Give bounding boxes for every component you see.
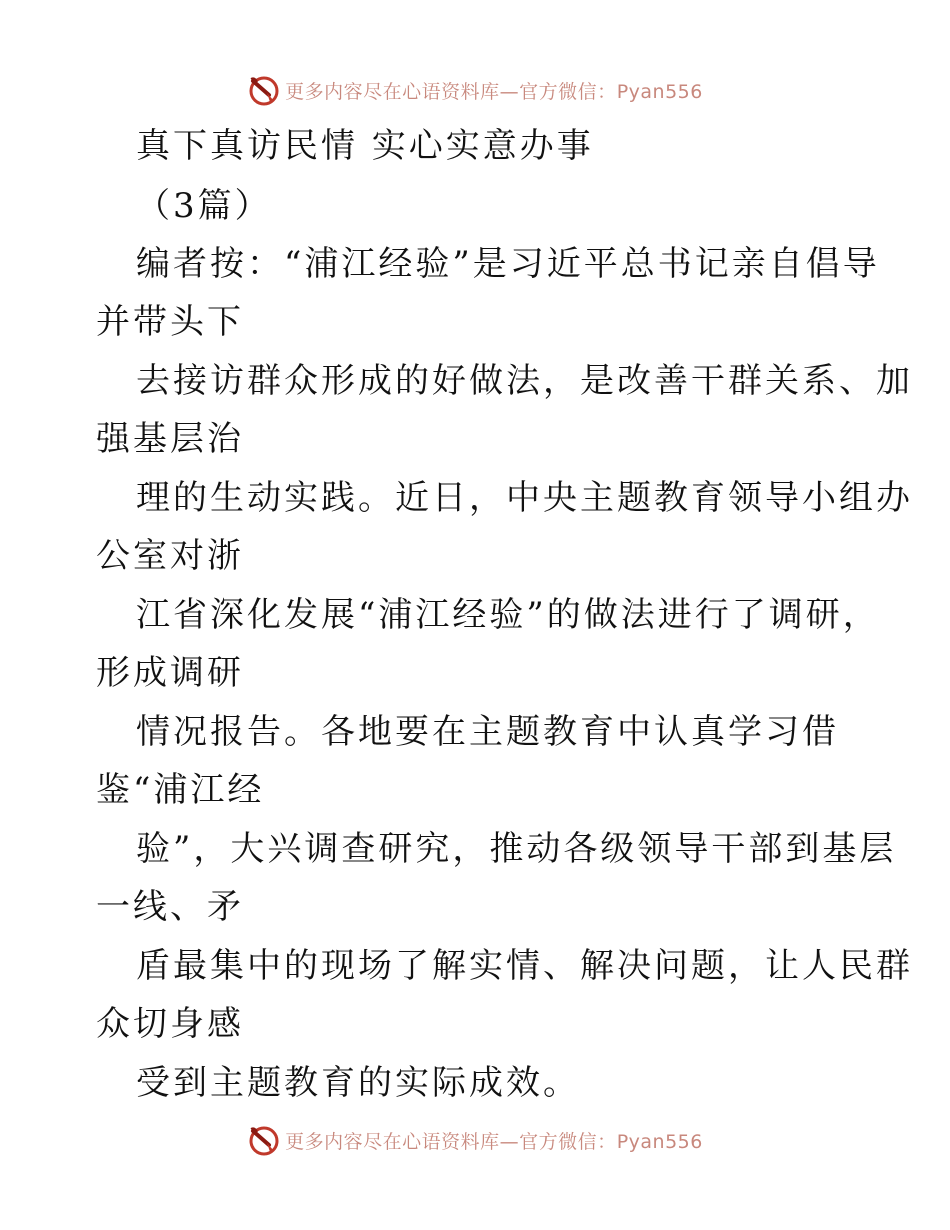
paragraph-line: 鉴“浦江经: [96, 770, 265, 810]
paragraph-line: 一线、矛: [96, 887, 244, 927]
paragraph-line: 受到主题教育的实际成效。: [136, 1063, 580, 1103]
paragraph-line: 盾最集中的现场了解实情、解决问题，让人民群: [136, 946, 913, 986]
paragraph-line: 情况报告。各地要在主题教育中认真学习借: [136, 712, 839, 752]
paragraph-line: 形成调研: [96, 653, 244, 693]
watermark-wechat-id: Pyan556: [616, 80, 703, 103]
brush-pen-logo-icon: [247, 1123, 281, 1157]
paragraph-line: 江省深化发展“浦江经验”的做法进行了调研，: [136, 595, 880, 635]
paragraph-line: 众切身感: [96, 1004, 244, 1044]
watermark-wechat-id: Pyan556: [616, 1130, 703, 1153]
watermark-text: [285, 1127, 703, 1154]
watermark-site-text: 更多内容尽在心语资料库: [285, 80, 500, 103]
watermark-site-text: 更多内容尽在心语资料库: [285, 1130, 500, 1153]
watermark-wechat-label: 官方微信：: [519, 1130, 617, 1153]
watermark-separator: —: [499, 1130, 520, 1153]
paragraph-line: 强基层治: [96, 419, 244, 459]
paragraph-line: 并带头下: [96, 302, 244, 342]
document-title: 真下真访民情 实心实意办事: [136, 126, 594, 166]
paragraph-line: 理的生动实践。近日，中央主题教育领导小组办: [136, 478, 913, 518]
footer-watermark: [0, 1120, 950, 1160]
watermark-wechat-label: 官方微信：: [519, 80, 617, 103]
paragraph-line: 去接访群众形成的好做法，是改善干群关系、加: [136, 361, 913, 401]
paragraph-line: 验”，大兴调查研究，推动各级领导干部到基层: [136, 829, 897, 869]
watermark-separator: —: [499, 80, 520, 103]
paragraph-line: 公室对浙: [96, 536, 244, 576]
paragraph-line: 编者按：“浦江经验”是习近平总书记亲自倡导: [136, 244, 880, 284]
document-subtitle: （3篇）: [136, 186, 272, 226]
